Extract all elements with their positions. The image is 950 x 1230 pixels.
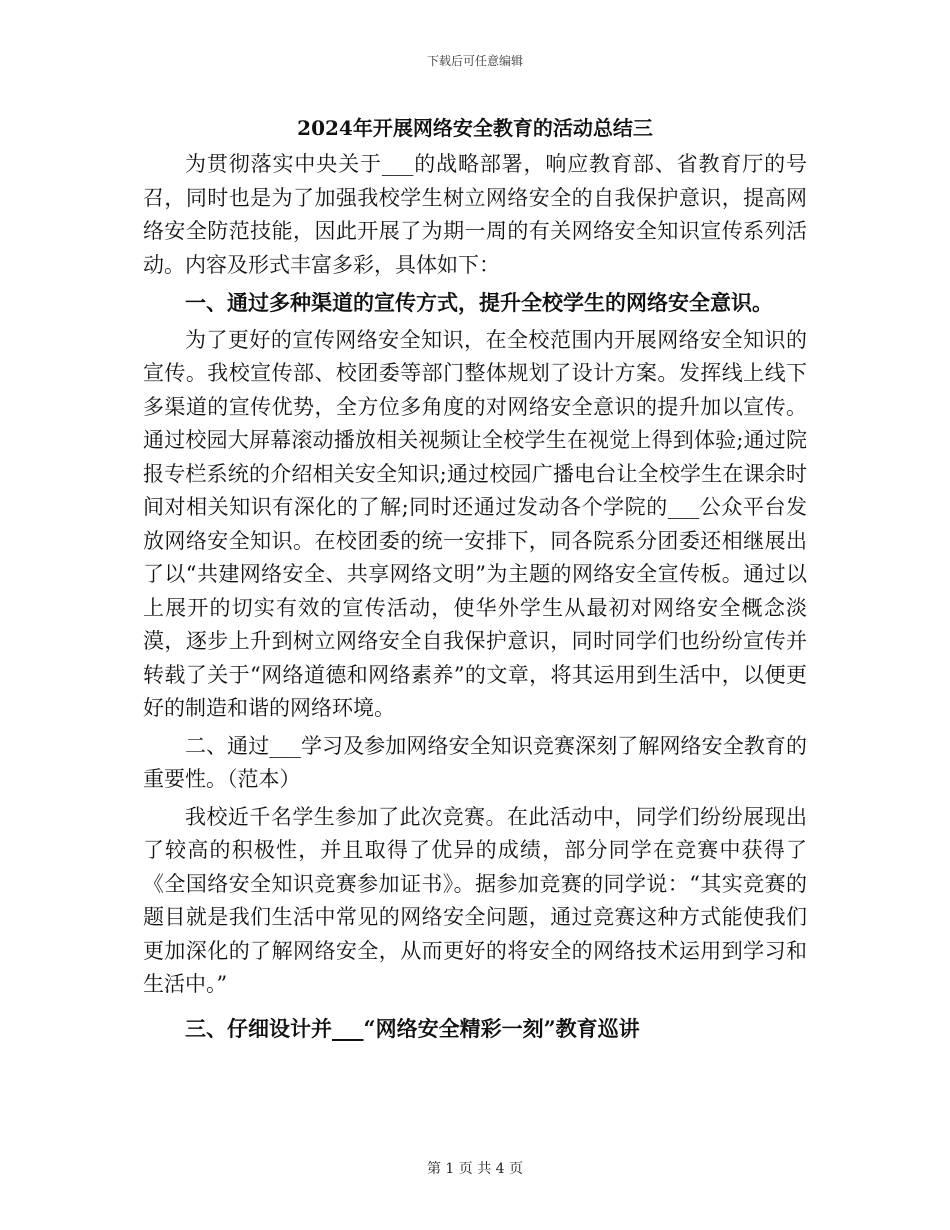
page-number: 第 1 页 共 4 页 <box>426 1161 524 1177</box>
section-2-paragraph: 我校近千名学生参加了此次竞赛。在此活动中，同学们纷纷展现出了较高的积极性，并且取得了优异的成绩，部分同学在竞赛中获得了《全国络安全知识竞赛参加证书》。据参加竞赛的同学说：“其实竞赛的题目就是我们生活中常见的网络安全问题，通过竞赛这种方式能使我们更加深化的了解网络安全，从而更好的将安全的网络技术运用到学习和生活中。” <box>143 804 807 996</box>
section-heading-2: 二、通过___学习及参加网络安全知识竞赛深刻了解网络安全教育的重要性。（范本） <box>143 733 807 791</box>
section-1-paragraph: 为了更好的宣传网络安全知识，在全校范围内开展网络安全知识的宣传。我校宣传部、校团委等部门整体规划了设计方案。发挥线上线下多渠道的宣传优势，全方位多角度的对网络安全意识的提升加以宣传。通过校园大屏幕滚动播放相关视频让全校学生在视觉上得到体验;通过院报专栏系统的介绍相关安全知识;通过校园广播电台让全校学生在课余时间对相关知识有深化的了解;同时还通过发动各个学院的___公众平台发放网络安全知识。在校团委的统一安排下，同各院系分团委还相继展出了以“共建网络安全、共享网络文明”为主题的网络安全宣传板。通过以上展开的切实有效的宣传活动，使华外学生从最初对网络安全概念淡漠，逐步上升到树立网络安全自我保护意识，同时同学们也纷纷宣传并转载了关于“网络道德和网络素养”的文章，将其运用到生活中，以便更好的制造和谐的网络环境。 <box>143 327 807 720</box>
header-note: 下载后可任意编辑 <box>426 54 523 68</box>
section-heading-3: 三、仔细设计并___“网络安全精彩一刻”教育巡讲 <box>185 1015 640 1041</box>
intro-paragraph: 为贯彻落实中央关于___的战略部署，响应教育部、省教育厅的号召，同时也是为了加强我校学生树立网络安全的自我保护意识，提高网络安全防范技能，因此开展了为期一周的有关网络安全知识宣传系列活动。内容及形式丰富多彩，具体如下： <box>143 152 807 277</box>
section-heading-1: 一、通过多种渠道的宣传方式，提升全校学生的网络安全意识。 <box>185 290 773 315</box>
document-title: 2024年开展网络安全教育的活动总结三 <box>297 116 653 140</box>
document-body <box>143 112 807 1045</box>
